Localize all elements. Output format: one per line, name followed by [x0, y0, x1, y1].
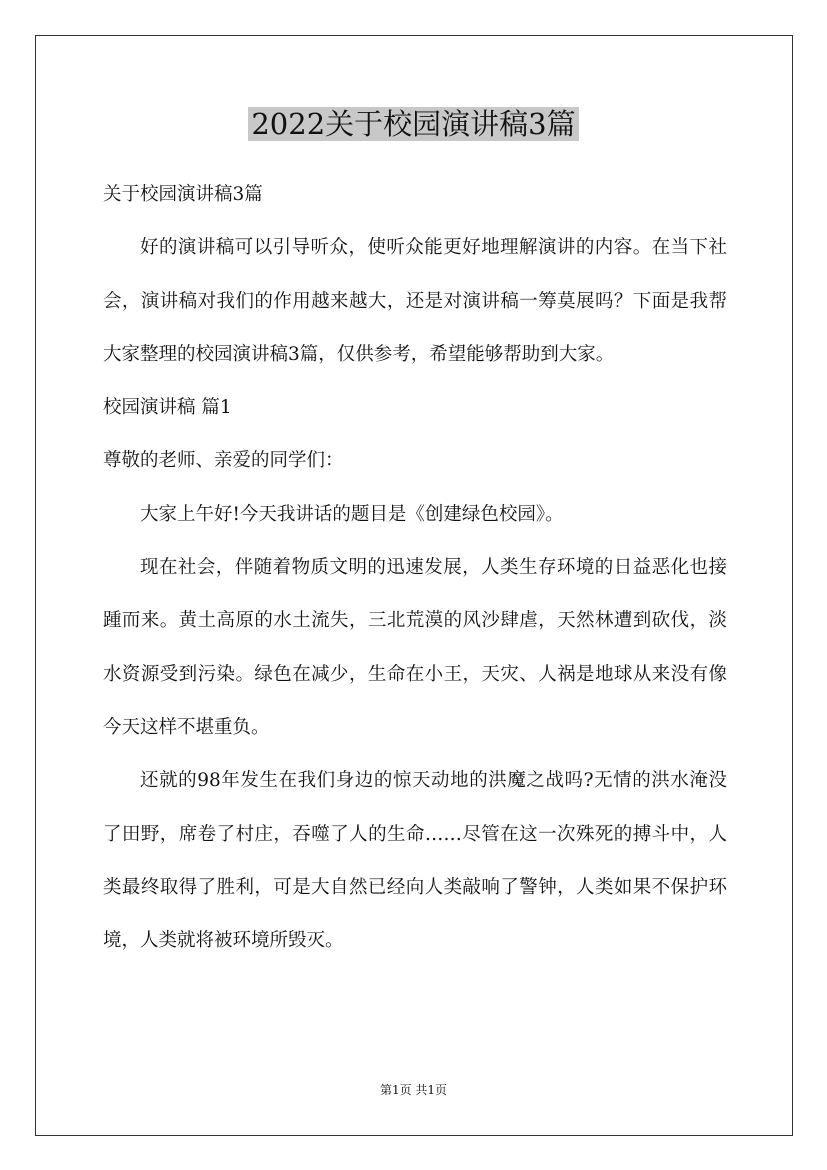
document-body [103, 168, 727, 967]
salutation: 尊敬的老师、亲爱的同学们： [103, 450, 344, 472]
body-paragraph: 还就的98年发生在我们身边的惊天动地的洪魔之战吗?无情的洪水淹没了田野，席卷了村庄，吞噬了人的生命……尽管在这一次殊死的搏斗中，人类最终取得了胜利，可是大自然已经向人类敲响了警钟，人类如果不保护环境，人类就将被环境所毁灭。 [103, 770, 727, 952]
section-heading: 校园演讲稿 篇1 [103, 397, 232, 419]
document-title-text: 2022关于校园演讲稿3篇 [248, 107, 578, 141]
intro-paragraph: 好的演讲稿可以引导听众，使听众能更好地理解演讲的内容。在当下社会，演讲稿对我们的作用越来越大，还是对演讲稿一筹莫展吗？下面是我帮大家整理的校园演讲稿3篇，仅供参考，希望能够帮助到大家。 [103, 237, 727, 365]
subtitle-line: 关于校园演讲稿3篇 [103, 184, 263, 205]
document-title [0, 102, 827, 146]
page-footer: 第1页 共1页 [379, 1083, 448, 1097]
body-paragraph: 现在社会，伴随着物质文明的迅速发展，人类生存环境的日益恶化也接踵而来。黄土高原的水土流失，三北荒漠的风沙肆虐，天然林遭到砍伐，淡水资源受到污染。绿色在减少，生命在小王，天灾、人祸是地球从来没有像今天这样不堪重负。 [103, 557, 727, 738]
body-paragraph: 大家上午好!今天我讲话的题目是《创建绿色校园》。 [140, 503, 564, 525]
